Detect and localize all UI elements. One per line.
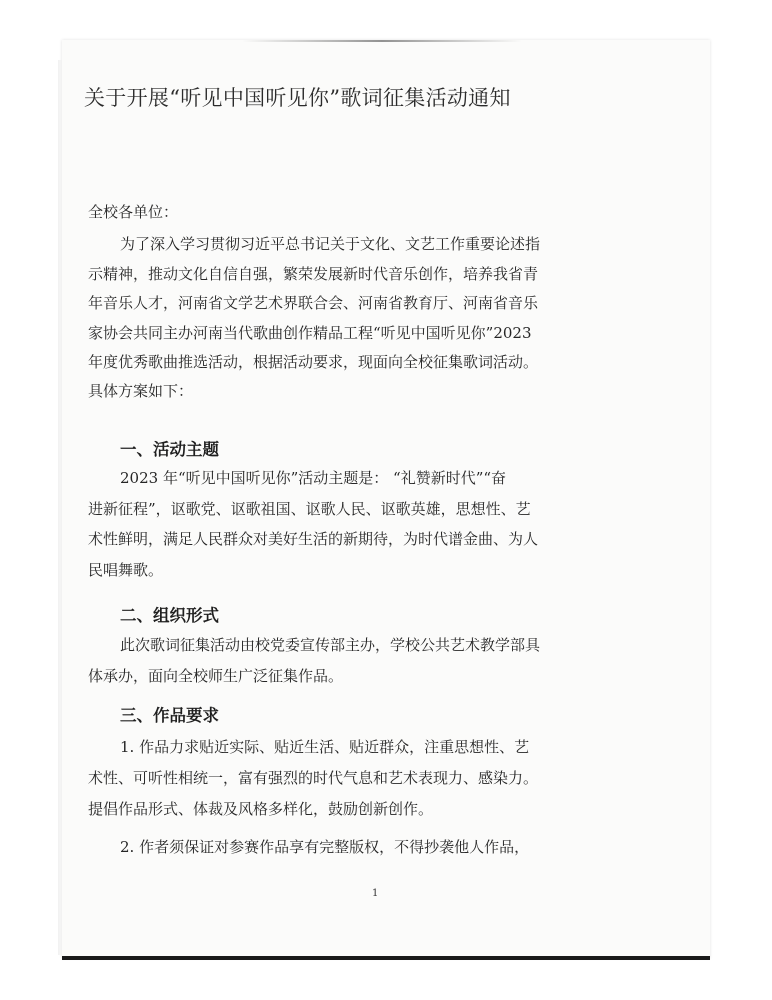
- document-title: 关于开展“听见中国听见你”歌词征集活动通知: [84, 86, 511, 110]
- organization-line-1: 此次歌词征集活动由校党委宣传部主办，学校公共艺术教学部具: [120, 636, 541, 654]
- requirements-line-3: 提倡作品形式、体裁及风格多样化，鼓励创新创作。: [88, 800, 434, 818]
- intro-line-2: 示精神，推动文化自信自强，繁荣发展新时代音乐创作，培养我省青: [88, 265, 539, 283]
- intro-line-6: 具体方案如下：: [88, 382, 194, 400]
- requirements-line-4: 2. 作者须保证对参赛作品享有完整版权，不得抄袭他人作品，: [120, 838, 530, 856]
- section-heading-requirements: 三、作品要求: [120, 706, 219, 725]
- intro-line-1: 为了深入学习贯彻习近平总书记关于文化、文艺工作重要论述指: [120, 235, 541, 253]
- section-heading-theme: 一、活动主题: [120, 440, 219, 459]
- theme-line-2: 进新征程”，讴歌党、讴歌祖国、讴歌人民、讴歌英雄，思想性、艺: [88, 500, 531, 518]
- section-heading-organization: 二、组织形式: [120, 606, 219, 625]
- requirements-line-1: 1. 作品力求贴近实际、贴近生活、贴近群众，注重思想性、艺: [120, 738, 530, 756]
- intro-line-5: 年度优秀歌曲推选活动，根据活动要求，现面向全校征集歌词活动。: [88, 353, 539, 371]
- intro-line-3: 年音乐人才，河南省文学艺术界联合会、河南省教育厅、河南省音乐: [88, 294, 539, 312]
- page-number: 1: [372, 888, 379, 899]
- intro-line-4: 家协会共同主办河南当代歌曲创作精品工程“听见中国听见你”2023: [88, 324, 532, 342]
- page-bottom-edge: [62, 956, 710, 960]
- salutation: 全校各单位：: [88, 203, 179, 221]
- organization-line-2: 体承办，面向全校师生广泛征集作品。: [88, 667, 344, 685]
- requirements-line-2: 术性、可听性相统一，富有强烈的时代气息和艺术表现力、感染力。: [88, 769, 539, 787]
- theme-line-3: 术性鲜明，满足人民群众对美好生活的新期待，为时代谱金曲、为人: [88, 530, 539, 548]
- theme-line-4: 民唱舞歌。: [88, 561, 164, 579]
- theme-line-1: 2023 年“听见中国听见你”活动主题是： “礼赞新时代”“奋: [120, 469, 507, 487]
